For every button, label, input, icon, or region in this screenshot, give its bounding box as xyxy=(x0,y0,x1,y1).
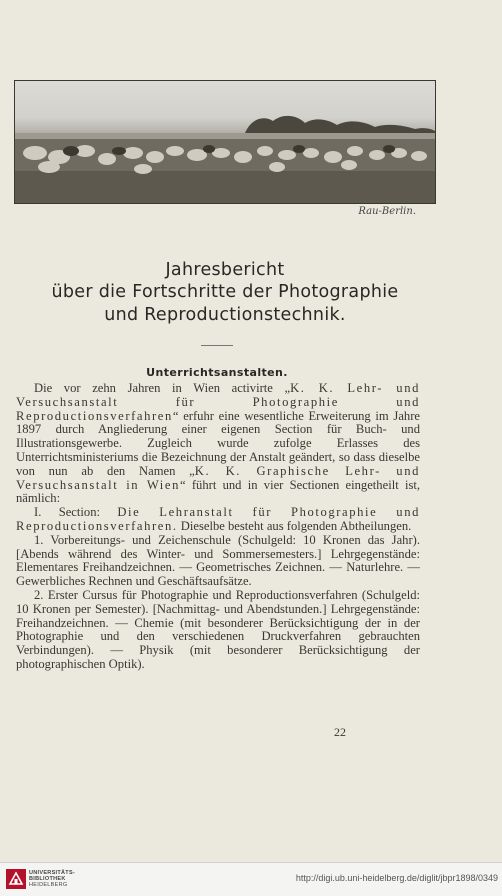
library-name-line-1: UNIVERSITÄTS- xyxy=(29,870,76,876)
paragraph-4: 2. Erster Cursus für Photographie und Reproductionsverfahren (Schulgeld: 10 Kronen per Semester). [Nachmittag- und Abendstunden.] Lehrgegenstände: Freihandzeichnen. — Chemie (mit besonderer Berücksichtigung der in der Photographie und den verschiedenen Druckverfahren gebrauchten Verbindungen). — Physik (mit besonderer Berücksichtigung der photographischen Optik). xyxy=(16,587,420,671)
paragraph-2: I. Section: Die Lehranstalt für Photographie und Reproductionsverfahren. Dieselbe besteht aus folgenden Abtheilungen. xyxy=(16,505,420,533)
page-number: 22 xyxy=(334,725,346,739)
university-library-logo-icon xyxy=(6,869,26,889)
paragraph-3: 1. Vorbereitungs- und Zeichenschule (Schulgeld: 10 Kronen das Jahr). [Abends während des Winter- und Sommersemesters.] Lehrgegenstände: Elementares Freihandzeichnen. — Geometrisches Zeichnen. — Naturlehre. — Gewerbliches Rechnen und Geschäftsaufsätze. xyxy=(16,532,420,589)
title-line-3: und Reproductionstechnik. xyxy=(104,305,346,325)
library-name-line-2: BIBLIOTHEK xyxy=(29,876,66,882)
title-line-1: Jahresbericht xyxy=(165,260,285,280)
paragraph-1: Die vor zehn Jahren in Wien activirte „K. K. Lehr- und Versuchsanstalt für Photographie und Reproductionsverfahren“ erfuhr eine wesentliche Erweiterung im Jahre 1897 durch Angliederung einer eigenen Section für Buch- und Illustrationsgewerbe. Zugleich wurde zufolge Erlasses des Unterrichtsministeriums die Bezeichnung der Anstalt geändert, so dass dieselbe von nun ab den Namen „K. K. Graphische Lehr- und Versuchsanstalt in Wien“ führt und in vier Sectionen eingetheilt ist, nämlich: xyxy=(16,381,420,506)
section-heading: Unterrichtsanstalten. xyxy=(146,366,288,379)
title-line-2: über die Fortschritte der Photographie xyxy=(51,282,399,302)
photo-credit: Rau-Berlin. xyxy=(358,206,416,217)
sheep-flock-photograph xyxy=(14,80,436,204)
body-text xyxy=(16,382,420,672)
library-name-line-3: HEIDELBERG xyxy=(29,882,68,888)
source-url-link[interactable]: http://digi.ub.uni-heidelberg.de/diglit/jbpr1898/0349 xyxy=(295,873,498,883)
divider-rule xyxy=(201,345,233,346)
viewer-footer xyxy=(0,862,502,896)
